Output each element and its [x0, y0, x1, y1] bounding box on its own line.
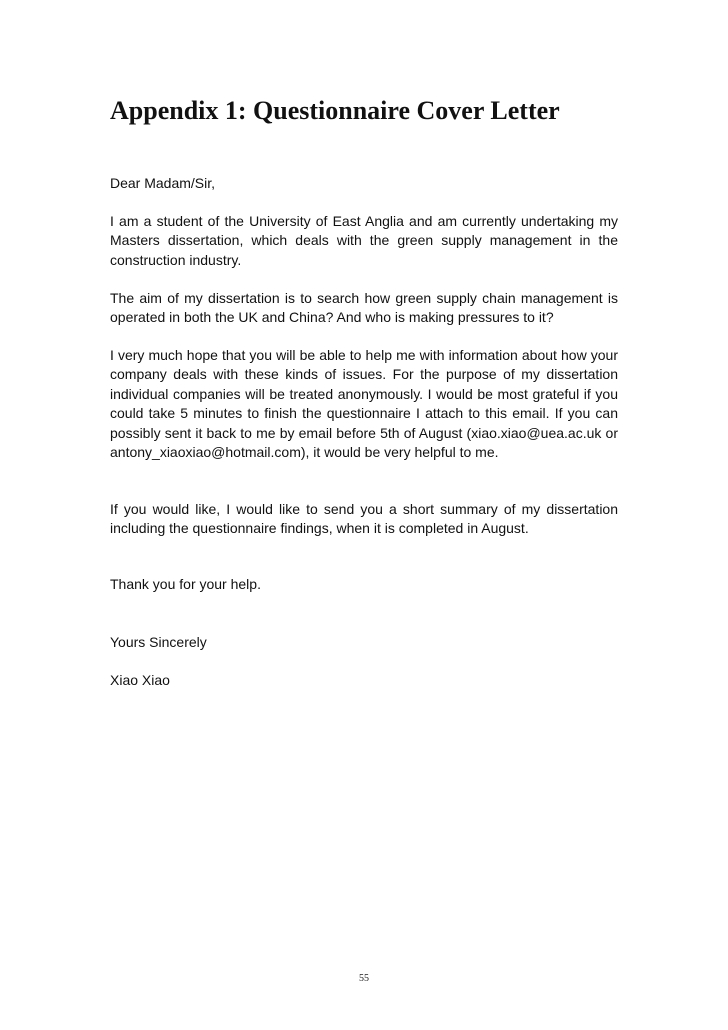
- page-number: 55: [359, 973, 369, 984]
- aim-paragraph: The aim of my dissertation is to search how green supply chain management is operated in both the UK and China? And who is making pressures to it?: [110, 290, 618, 326]
- closing-line: Yours Sincerely: [110, 634, 207, 650]
- request-paragraph: I very much hope that you will be able to help me with information about how your company deals with these kinds of issues. For the purpose of my dissertation individual companies will be treated anonymously. I would be most grateful if you could take 5 minutes to finish the questionnaire I attach to this email. If you can possibly sent it back to me by email before 5th of August (xiao.xiao@uea.ac.uk or antony_xiaoxiao@hotmail.com), it would be very helpful to me.: [110, 347, 618, 461]
- intro-paragraph: I am a student of the University of East Anglia and am currently undertaking my Masters dissertation, which deals with the green supply management in the construction industry.: [110, 213, 618, 268]
- signature: Xiao Xiao: [110, 672, 170, 688]
- summary-offer-paragraph: If you would like, I would like to send you a short summary of my dissertation including the questionnaire findings, when it is completed in August.: [110, 501, 618, 537]
- thanks-line: Thank you for your help.: [110, 576, 261, 592]
- salutation: Dear Madam/Sir,: [110, 175, 216, 191]
- page-title: Appendix 1: Questionnaire Cover Letter: [110, 96, 560, 125]
